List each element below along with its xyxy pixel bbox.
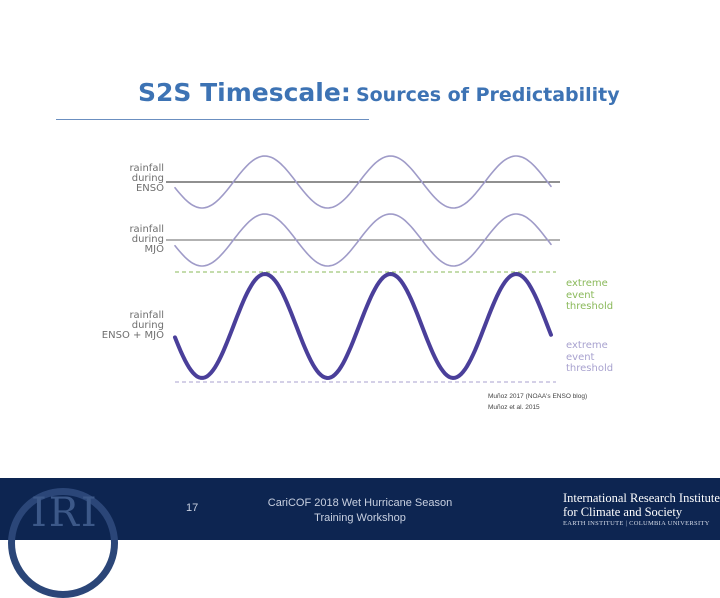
page-number: 17 (186, 502, 199, 514)
wave-label-mjo (100, 225, 164, 255)
slide-title-sub: Sources of Predictability (355, 84, 620, 106)
wave-label-line: during (131, 320, 164, 331)
wave-label-line: rainfall (129, 163, 164, 174)
wave-label-enso-mjo (90, 311, 164, 341)
footer-event-line: CariCOF 2018 Wet Hurricane Season (267, 497, 453, 509)
citation-line: Muñoz et al. 2015 (488, 404, 540, 411)
citation-line: Muñoz 2017 (NOAA's ENSO blog) (488, 393, 588, 400)
threshold-label-line: threshold (566, 363, 614, 374)
wave-label-line: ENSO (135, 183, 164, 194)
wave-label-line: during (131, 234, 164, 245)
threshold-label-upper (566, 278, 613, 313)
wave-enso-mjo (175, 274, 551, 378)
footer-event-line: Training Workshop (314, 512, 406, 524)
threshold-label-line: extreme (566, 278, 608, 289)
threshold-label-line: extreme (566, 340, 608, 351)
footer-bar (0, 478, 720, 540)
slide-title-main: S2S Timescale: (138, 78, 351, 107)
threshold-label-line: event (566, 351, 595, 363)
wave-label-line: ENSO + MJO (101, 330, 164, 341)
wave-label-line: rainfall (129, 310, 164, 321)
threshold-label-line: event (566, 289, 595, 301)
organization-line: for Climate and Society (563, 505, 683, 519)
iri-logo-text: IRI (31, 490, 99, 536)
wave-label-line: during (131, 173, 164, 184)
threshold-label-line: threshold (566, 301, 614, 312)
footer-event-title (265, 496, 455, 526)
organization-affiliation: EARTH INSTITUTE | COLUMBIA UNIVERSITY (563, 520, 710, 527)
wave-label-line: MJO (144, 244, 164, 255)
wave-label-enso (100, 164, 164, 194)
wave-label-line: rainfall (129, 224, 164, 235)
threshold-label-lower (566, 340, 613, 375)
organization-line: International Research Institute (563, 491, 720, 505)
organization-name (563, 491, 720, 529)
figure-citation (488, 391, 587, 413)
